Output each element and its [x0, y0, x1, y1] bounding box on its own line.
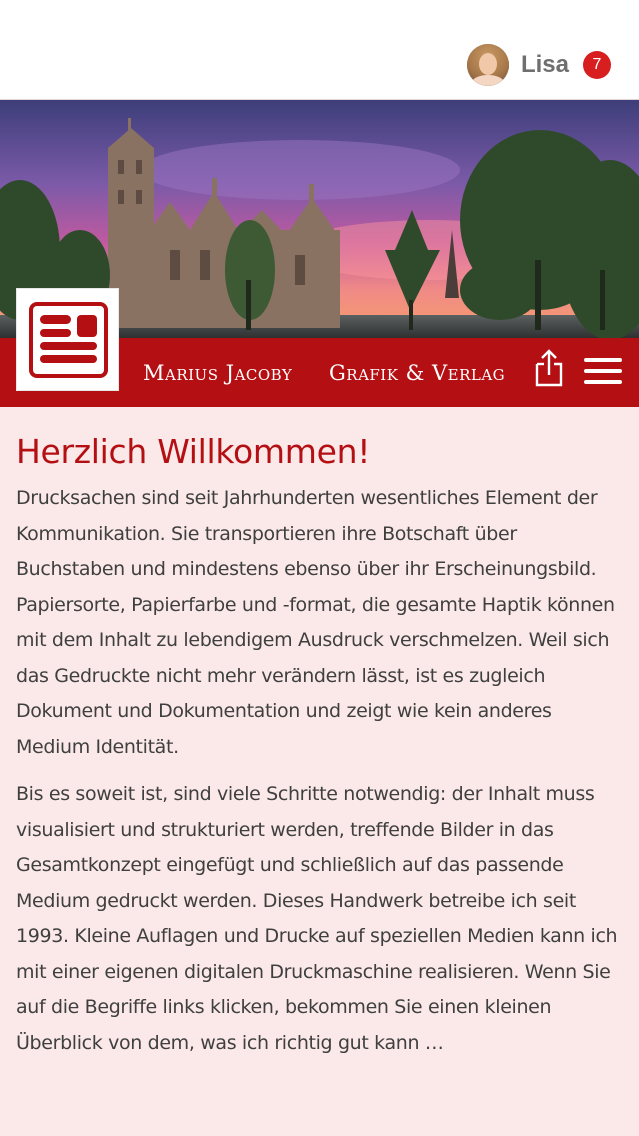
- page-title: Herzlich Willkommen!: [16, 432, 371, 471]
- top-bar: [0, 0, 639, 100]
- brand-name: Marius Jacoby: [143, 360, 293, 385]
- intro-paragraph: Drucksachen sind seit Jahrhunderten wesentliches Element der Kommunikation. Sie transportieren ihre Botschaft über Buchstaben und mindestens ebenso über ihr Erscheinungsbild. Papiersorte, Papierfarbe und -format, die gesamte Haptik können mit dem Inhalt zu lebendigem Ausdruck verschmelzen. Weil sich das Gedruckte nicht mehr verändern lässt, ist es zugleich Dokument und Dokumentation und zeigt wie kein anderes Medium Identität.: [16, 487, 615, 758]
- newspaper-logo-icon[interactable]: [16, 288, 119, 391]
- user-name[interactable]: Lisa: [520, 51, 569, 78]
- brand-tagline: Grafik & Verlag: [329, 360, 506, 385]
- hamburger-menu-icon[interactable]: [584, 358, 626, 388]
- main-content: [16, 432, 624, 1073]
- user-avatar-icon[interactable]: [467, 44, 509, 86]
- services-paragraph: Bis es soweit ist, sind viele Schritte notwendig: der Inhalt muss visualisiert und strukturiert werden, treffende Bilder in das Gesamtkonzept eingefügt und schließlich auf das passende Medium gedruckt werden. Dieses Handwerk betreibe ich seit 1993. Kleine Auflagen und Drucke auf speziellen Medien kann ich mit einer eigenen digitalen Druckmaschine realisieren. Wenn Sie auf die Begriffe links klicken, bekommen Sie einen kleinen Überblick von dem, was ich richtig gut kann …: [16, 783, 618, 1054]
- share-icon[interactable]: [531, 348, 567, 388]
- notification-badge[interactable]: 7: [583, 51, 611, 79]
- user-profile[interactable]: [467, 44, 611, 86]
